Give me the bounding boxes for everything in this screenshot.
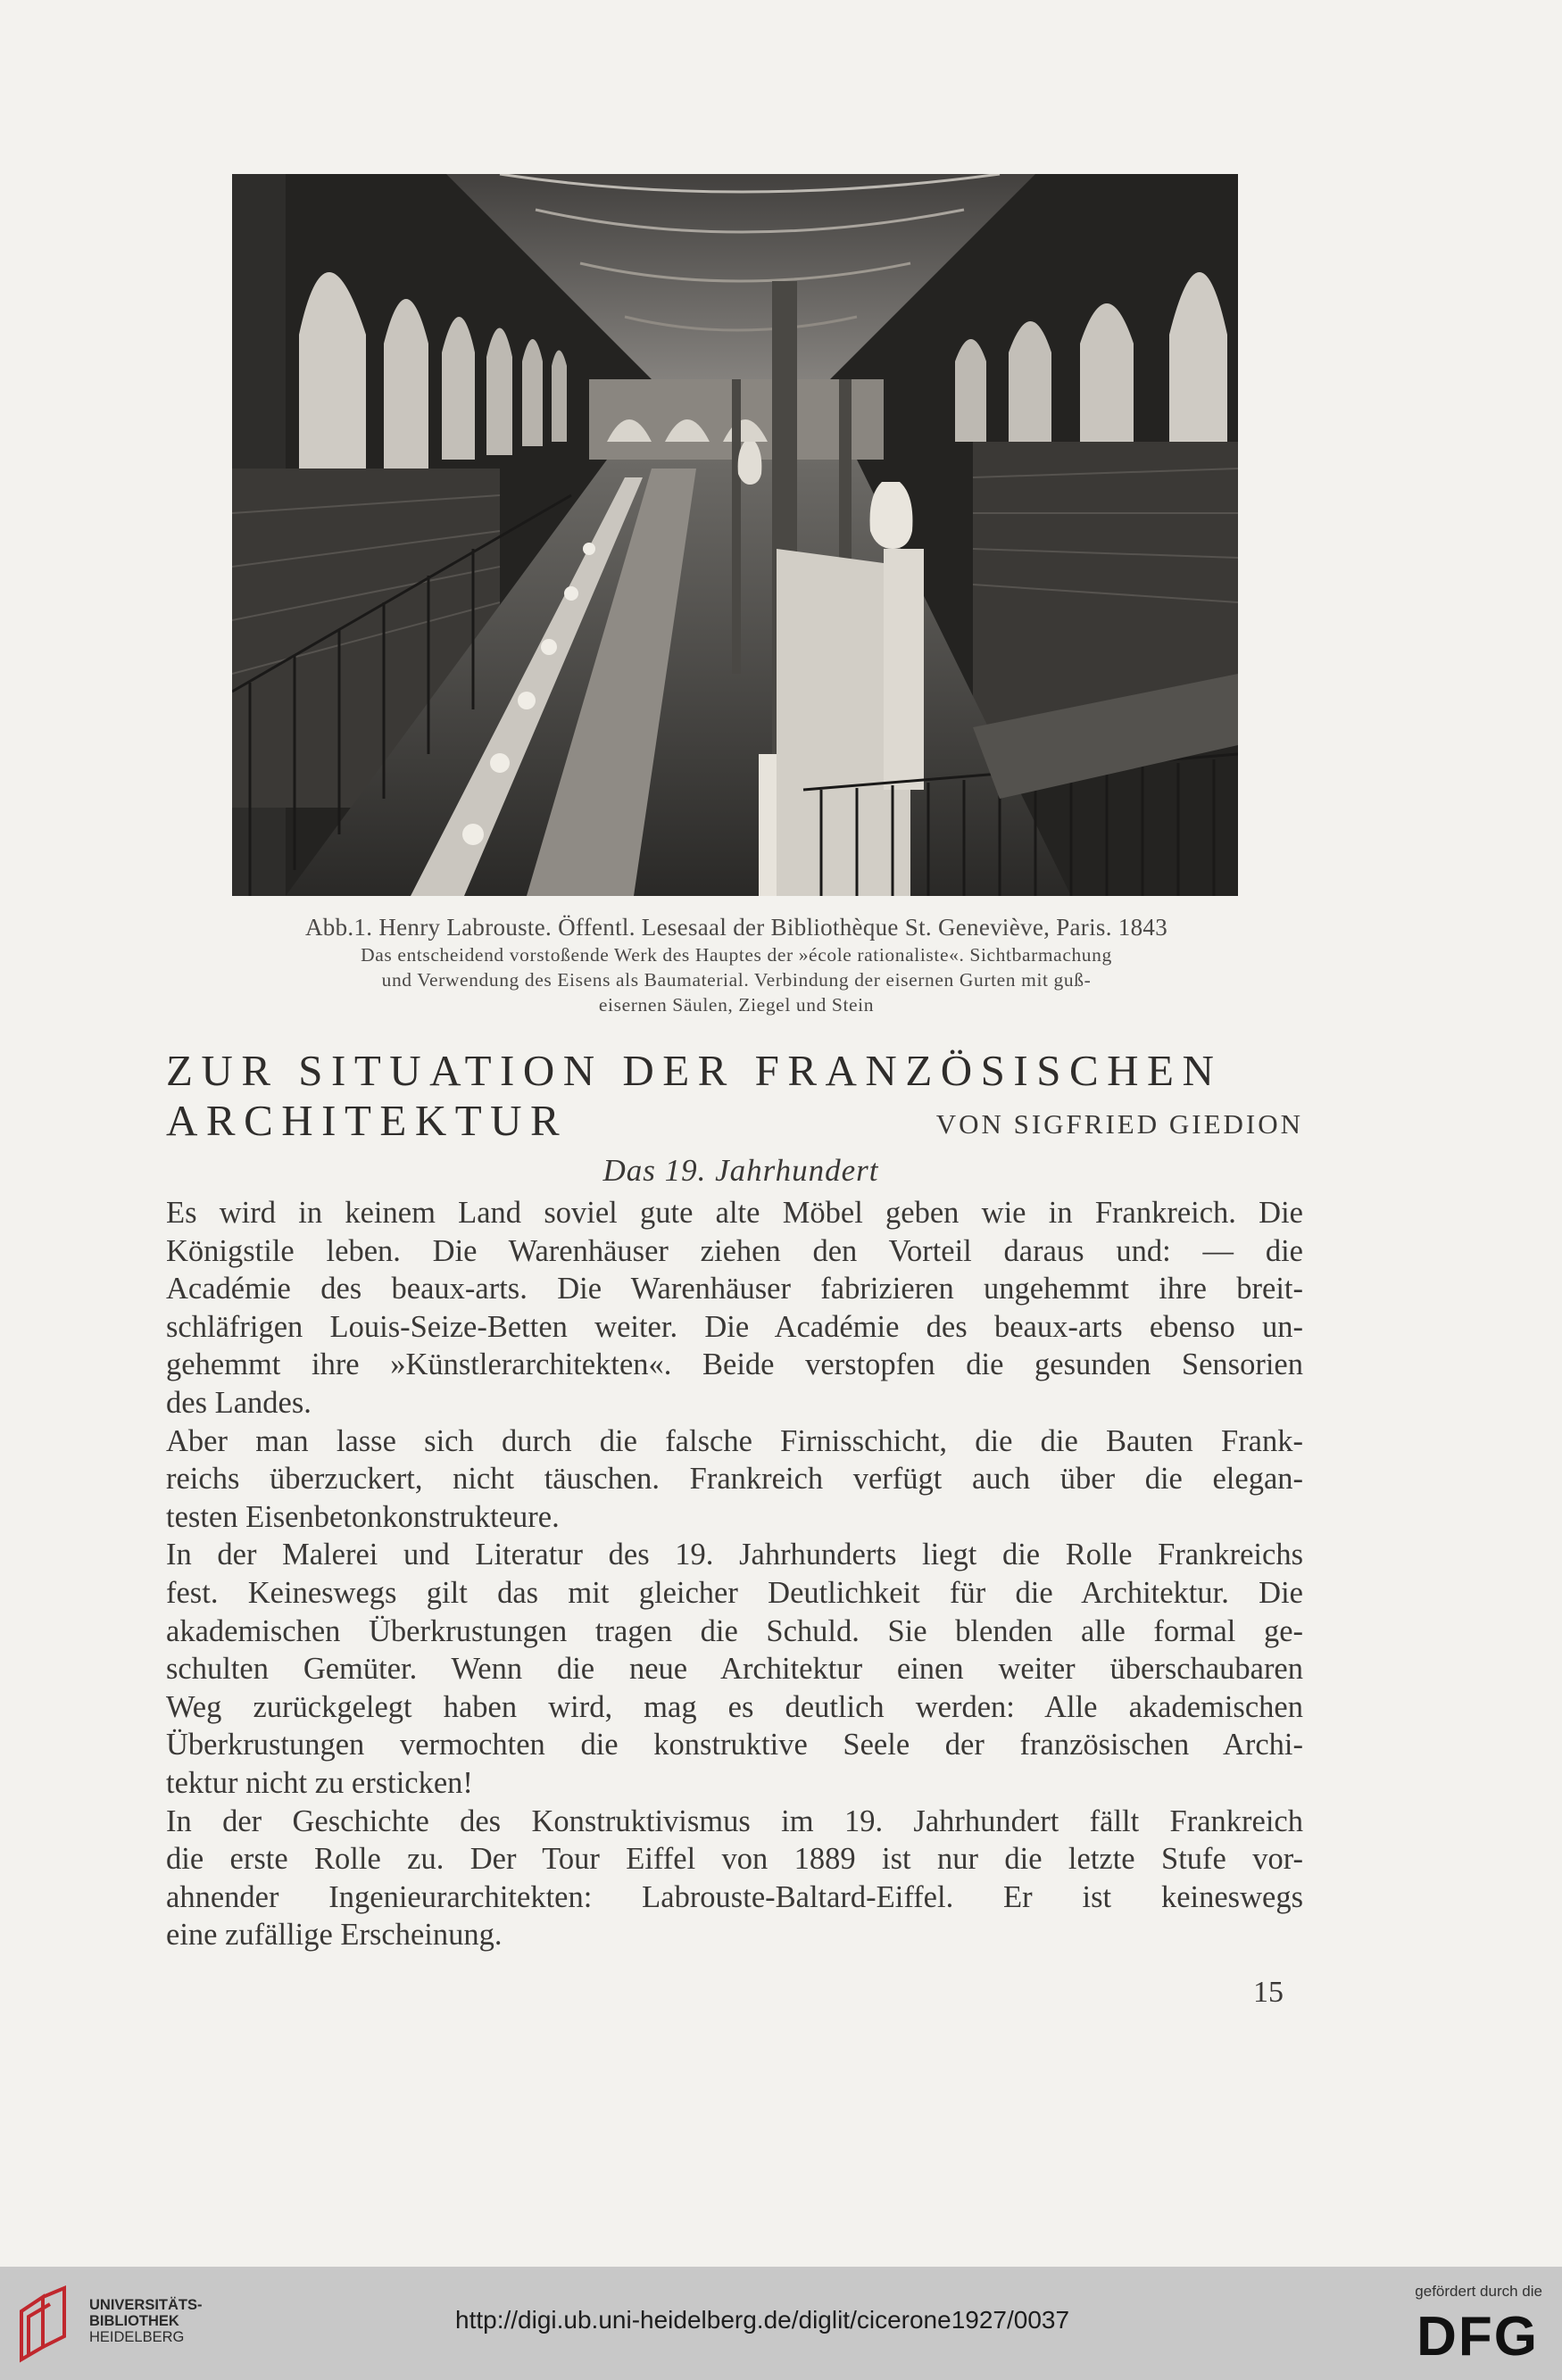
body-line: Es wird in keinem Land soviel gute alte Möbel geben wie in Frankreich. Die (166, 1196, 1303, 1230)
library-name (89, 2297, 203, 2345)
body-line: eine zufällige Erscheinung. (166, 1918, 503, 1953)
body-line: ahnender Ingenieurarchitekten: Labrouste-Baltard-Eiffel. Er ist keineswegs (166, 1879, 1303, 1914)
funding-note: gefördert durch die (1415, 2283, 1542, 2300)
body-line: In der Geschichte des Konstruktivismus im 19. Jahrhundert fällt Frankreich (166, 1804, 1303, 1838)
body-line: reichs überzuckert, nicht täuschen. Frankreich verfügt auch über die elegan- (166, 1462, 1303, 1497)
body-line: In der Malerei und Literatur des 19. Jahrhunderts liegt die Rolle Frankreichs (166, 1538, 1303, 1572)
body-line: schläfrigen Louis-Seize-Betten weiter. Die Académie des beaux-arts ebenso un- (166, 1309, 1303, 1344)
library-name-line: UNIVERSITÄTS- (89, 2297, 203, 2313)
body-line: akademischen Überkrustungen tragen die Schuld. Sie blenden alle formal ge- (166, 1613, 1303, 1648)
section-heading: Das 19. Jahrhundert (602, 1153, 879, 1188)
article-author: VON SIGFRIED GIEDION (935, 1108, 1303, 1140)
body-line: Académie des beaux-arts. Die Warenhäuser fabrizieren ungehemmt ihre breit- (166, 1272, 1303, 1306)
library-logo-icon (16, 2285, 73, 2363)
caption-line: Abb.1. Henry Labrouste. Öffentl. Lesesaal der Bibliothèque St. Geneviève, Paris. 1843 (304, 914, 1168, 941)
reading-room-photo-drawing (232, 174, 1238, 896)
article-title-line2: ARCHITEKTUR (166, 1096, 569, 1145)
body-line: die erste Rolle zu. Der Tour Eiffel von 1889 ist nur die letzte Stufe vor- (166, 1842, 1303, 1877)
library-name-line: BIBLIOTHEK (89, 2313, 179, 2329)
page-number: 15 (1253, 1976, 1284, 2009)
reading-room-photo (232, 174, 1238, 896)
body-line: Weg zurückgelegt haben wird, mag es deutlich werden: Alle akademischen (166, 1689, 1303, 1724)
body-line: fest. Keineswegs gilt das mit gleicher Deutlichkeit für die Architektur. Die (166, 1575, 1303, 1610)
body-line: Überkrustungen vermochten die konstruktive Seele der französischen Archi- (166, 1728, 1303, 1762)
library-name-line: HEIDELBERG (89, 2329, 185, 2345)
body-line: gehemmt ihre »Künstlerarchitekten«. Beide verstopfen die gesunden Sensorien (166, 1348, 1303, 1382)
article-body (166, 1194, 1303, 1954)
permalink-url[interactable]: http://digi.ub.uni-heidelberg.de/diglit/cicerone1927/0037 (455, 2306, 1070, 2334)
article-title: ZUR SITUATION DER FRANZÖSISCHEN (166, 1046, 1223, 1095)
caption-line: eisernen Säulen, Ziegel und Stein (598, 994, 875, 1016)
body-line: tektur nicht zu ersticken! (166, 1765, 473, 1800)
body-line: Königstile leben. Die Warenhäuser ziehen den Vorteil daraus und: — die (166, 1233, 1303, 1268)
body-line: des Landes. (166, 1385, 312, 1420)
caption-line: und Verwendung des Eisens als Baumaterial. Verbindung der eisernen Gurten mit guß- (381, 969, 1092, 991)
body-line: Aber man lasse sich durch die falsche Firnisschicht, die die Bauten Frank- (166, 1423, 1303, 1458)
figure-caption (161, 912, 1312, 1017)
dfg-logo: DFG (1417, 2306, 1539, 2368)
caption-line: Das entscheidend vorstoßende Werk des Hauptes der »école rationaliste«. Sichtbarmachung (361, 944, 1112, 966)
body-line: schulten Gemüter. Wenn die neue Architektur einen weiter überschaubaren (166, 1652, 1303, 1687)
body-line: testen Eisenbetonkonstrukteure. (166, 1499, 560, 1534)
footer-band (0, 2267, 1562, 2380)
